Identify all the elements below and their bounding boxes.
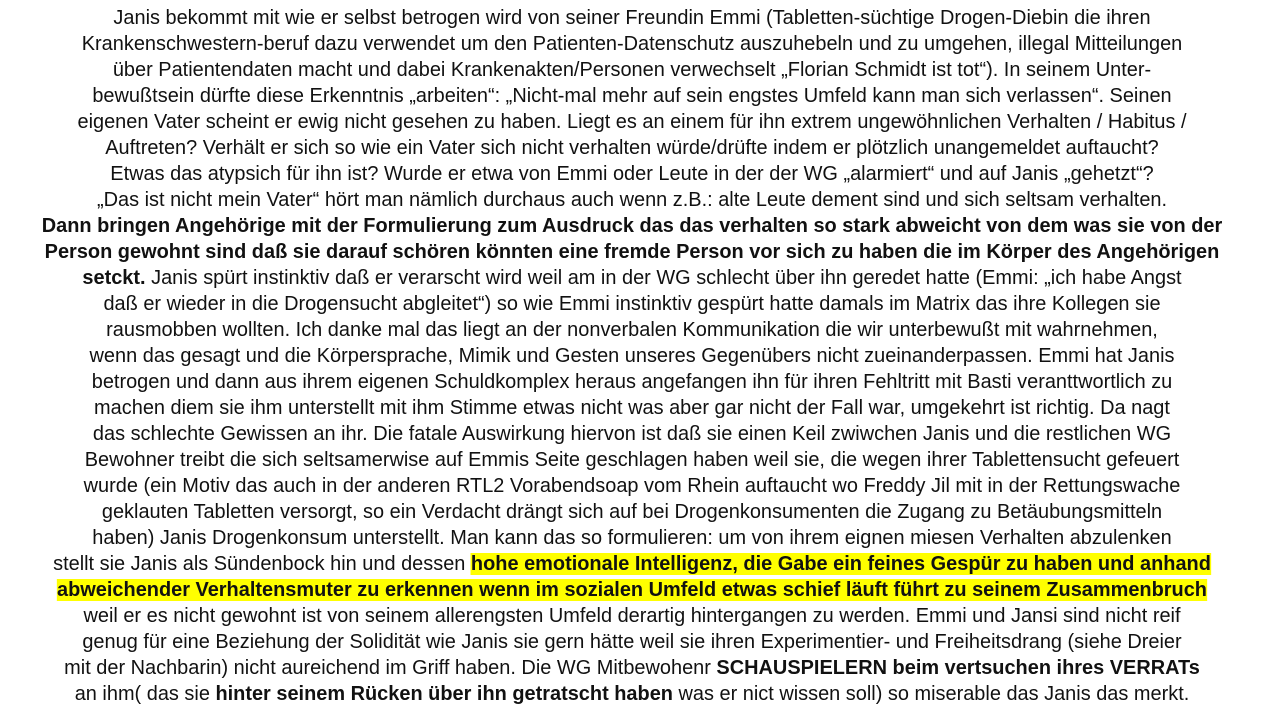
text-line <box>6 213 1258 239</box>
text-line <box>6 161 1258 187</box>
text-line <box>6 109 1258 135</box>
text-segment: Janis bekommt mit wie er selbst betrogen wird von seiner Freundin Emmi (Tabletten-süchtige Drogen-Diebin die ihren <box>113 7 1151 29</box>
highlighted-text: abweichender Verhaltensmuter zu erkennen wenn im sozialen Umfeld etwas schief läuft führt zu seinem Zusammenbruch <box>57 579 1207 601</box>
text-line <box>6 187 1258 213</box>
text-segment: Janis spürt instinktiv daß er verarscht wird weil am in der WG schlecht über ihn geredet hatte (Emmi: „ich habe Angst <box>145 267 1182 289</box>
text-segment: eigenen Vater scheint er ewig nicht gesehen zu haben. Liegt es an einem für ihn extrem ungewöhnlichen Verhalten / Habitus / <box>77 111 1187 133</box>
text-line <box>6 5 1258 31</box>
text-line <box>6 135 1258 161</box>
text-segment: rausmobben wollten. Ich danke mal das liegt an der nonverbalen Kommunikation die wir unterbewußt mit wahrnehmen, <box>106 319 1158 341</box>
text-segment: genug für eine Beziehung der Solidität wie Janis sie gern hätte weil sie ihren Experimentier- und Freiheitsdrang (siehe Dreier <box>82 631 1182 653</box>
body-text <box>4 5 1260 707</box>
bold-text: setckt. <box>82 267 146 289</box>
bold-text: hinter seinem Rücken über ihn getratscht haben <box>215 683 673 705</box>
text-line <box>6 655 1258 681</box>
text-line <box>6 343 1258 369</box>
text-segment: das schlechte Gewissen an ihr. Die fatale Auswirkung hiervon ist daß sie einen Keil zwiwchen Janis und die restlichen WG <box>92 423 1172 445</box>
text-line <box>6 291 1258 317</box>
text-line <box>6 499 1258 525</box>
text-segment: an ihm( das sie <box>74 683 216 705</box>
text-segment: was er nict wissen soll) so miserable das Janis das merkt. <box>672 683 1190 705</box>
text-line <box>6 317 1258 343</box>
text-line <box>6 447 1258 473</box>
bold-text: Person gewohnt sind daß sie darauf schören könnten eine fremde Person vor sich zu haben die im Körper des Angehörigen <box>44 241 1220 263</box>
text-line <box>6 629 1258 655</box>
text-segment: Etwas das atypsich für ihn ist? Wurde er etwa von Emmi oder Leute in der der WG „alarmiert“ und auf Janis „gehetzt“? <box>110 163 1154 185</box>
bold-text: SCHAUSPIELERN beim vertsuchen ihres VERRATs <box>716 657 1200 679</box>
text-segment: betrogen und dann aus ihrem eigenen Schuldkomplex heraus angefangen ihn für ihren Fehltritt mit Basti veranttwortlich zu <box>91 371 1173 393</box>
text-line <box>6 421 1258 447</box>
text-line <box>6 525 1258 551</box>
text-segment: weil er es nicht gewohnt ist von seinem allerengsten Umfeld derartig hintergangen zu werden. Emmi und Jansi sind nicht reif <box>83 605 1181 627</box>
text-segment: über Patientendaten macht und dabei Krankenakten/Personen verwechselt „Florian Schmidt ist tot“). In seinem Unter- <box>112 59 1152 81</box>
text-segment: „Das ist nicht mein Vater“ hört man nämlich durchaus auch wenn z.B.: alte Leute dement sind und sich seltsam verhalten. <box>96 189 1168 211</box>
text-line <box>6 83 1258 109</box>
text-segment: Bewohner treibt die sich seltsamerwise auf Emmis Seite geschlagen haben weil sie, die wegen ihrer Tablettensucht gefeuert <box>84 449 1180 471</box>
text-segment: machen diem sie ihm unterstellt mit ihm Stimme etwas nicht was aber gar nicht der Fall war, umgekehrt ist richtig. Da nagt <box>94 397 1170 419</box>
text-segment: Auftreten? Verhält er sich so wie ein Vater sich nicht verhalten würde/drüfte indem er plötzlich unangemeldet auftaucht? <box>105 137 1159 159</box>
text-segment: geklauten Tabletten versorgt, so ein Verdacht drängt sich auf bei Drogenkonsumenten die Zugang zu Betäubungsmitteln <box>101 501 1163 523</box>
text-line <box>6 577 1258 603</box>
text-line <box>6 681 1258 707</box>
text-line <box>6 265 1258 291</box>
text-segment: stellt sie Janis als Sündenbock hin und dessen <box>53 553 471 575</box>
text-line <box>6 369 1258 395</box>
bold-text: Dann bringen Angehörige mit der Formulierung zum Ausdruck das das verhalten so stark abweicht von dem was sie von der <box>41 215 1223 237</box>
text-line <box>6 603 1258 629</box>
text-segment: Krankenschwestern-beruf dazu verwendet um den Patienten-Datenschutz auszuhebeln und zu umgehen, illegal Mitteilungen <box>81 33 1183 55</box>
text-segment: bewußtsein dürfte diese Erkenntnis „arbeiten“: „Nicht-mal mehr auf sein engstes Umfeld kann man sich verlassen“. Seinen <box>92 85 1172 107</box>
text-segment: wurde (ein Motiv das auch in der anderen RTL2 Vorabendsoap vom Rhein auftaucht wo Freddy Jil mit in der Rettungswache <box>83 475 1181 497</box>
text-line <box>6 473 1258 499</box>
text-segment: haben) Janis Drogenkonsum unterstellt. Man kann das so formulieren: um von ihrem eignen miesen Verhalten abzulenken <box>92 527 1172 549</box>
text-line <box>6 57 1258 83</box>
text-line <box>6 31 1258 57</box>
text-line <box>6 395 1258 421</box>
text-segment: daß er wieder in die Drogensucht abgleitet“) so wie Emmi instinktiv gespürt hatte damals im Matrix das ihre Kollegen sie <box>103 293 1161 315</box>
text-line <box>6 239 1258 265</box>
text-line <box>6 551 1258 577</box>
text-segment: mit der Nachbarin) nicht aureichend im Griff haben. Die WG Mitbewohenr <box>64 657 717 679</box>
text-segment: wenn das gesagt und die Körpersprache, Mimik und Gesten unseres Gegenübers nicht zueinanderpassen. Emmi hat Janis <box>89 345 1175 367</box>
highlighted-text: hohe emotionale Intelligenz, die Gabe ein feines Gespür zu haben und anhand <box>470 553 1211 575</box>
